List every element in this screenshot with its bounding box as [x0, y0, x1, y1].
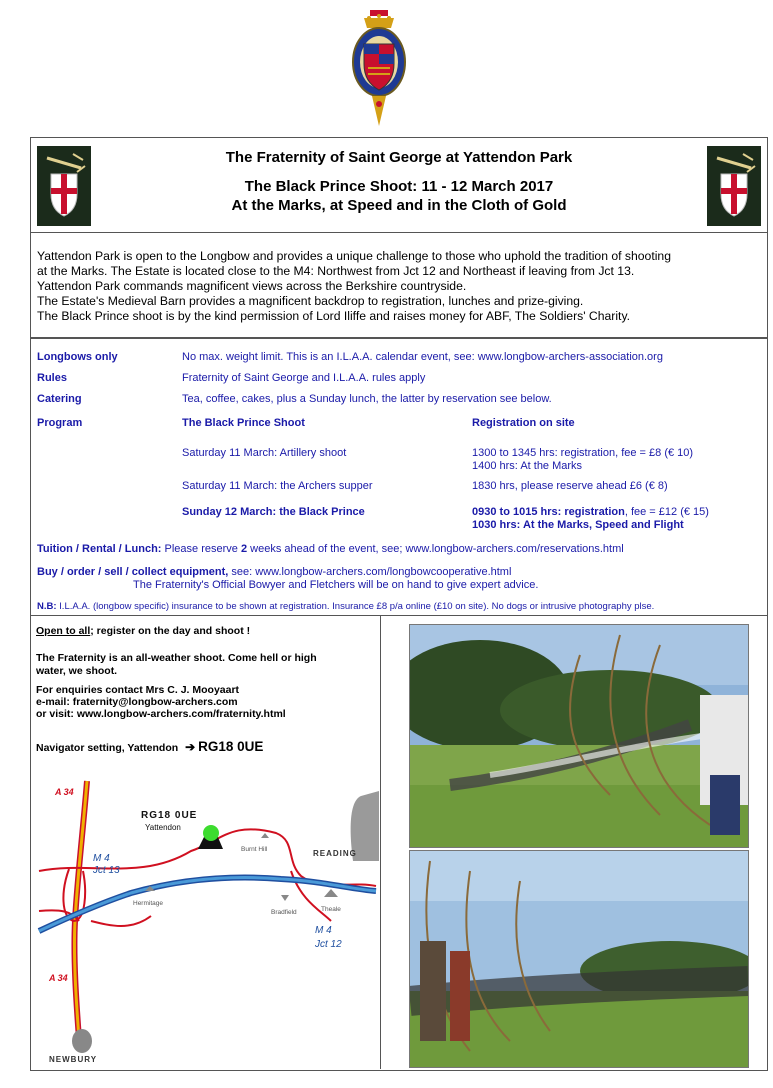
weather-line-2: water, we shoot.	[36, 665, 118, 677]
map-label-hermitage: Hermitage	[133, 900, 163, 907]
archers-photo-2-image	[410, 851, 748, 1067]
intro-line: Yattendon Park is open to the Longbow and provides a unique challenge to those who uphold the tradition of shooting	[37, 249, 671, 263]
shoot-title: The Black Prince Shoot: 11 - 12 March 2017	[244, 178, 554, 195]
event-sunday-black-prince: Sunday 12 March: the Black Prince	[182, 506, 365, 518]
bowyer-line: The Fraternity's Official Bowyer and Fletchers will be on hand to give expert advice.	[133, 579, 539, 591]
event-saturday-supper-time: 1830 hrs, please reserve ahead £6 (€ 8)	[472, 480, 668, 492]
org-title: The Fraternity of Saint George at Yattendon Park	[225, 149, 573, 166]
intro-line: at the Marks. The Estate is located close to the M4: Northwest from Jct 12 and Northeast if leaving from Jct 13.	[37, 264, 635, 278]
event-info-section	[30, 338, 768, 616]
event-saturday-artillery-time: 1300 to 1345 hrs: registration, fee = £8 (€ 10)	[472, 447, 694, 459]
map-label-bradfield: Bradfield	[271, 909, 297, 916]
event-saturday-artillery: Saturday 11 March: Artillery shoot	[182, 447, 347, 459]
event-saturday-supper: Saturday 11 March: the Archers supper	[182, 480, 373, 492]
navigator-label: Navigator setting, Yattendon	[36, 742, 179, 754]
event-sunday-registration	[472, 506, 709, 518]
rules-label: Rules	[37, 372, 67, 384]
longbows-text: No max. weight limit. This is an I.L.A.A. calendar event, see: www.longbow-archers-association.org	[182, 351, 663, 363]
map-label-postcode: RG18 0UE	[141, 810, 198, 821]
navigator-postcode: RG18 0UE	[198, 739, 264, 754]
event-sunday-registration-bold: 0930 to 1015 hrs: registration	[472, 506, 625, 518]
tuition-text-c: weeks ahead of the event, see; www.longbow-archers.com/reservations.html	[250, 543, 624, 555]
heraldic-crest-icon	[350, 8, 408, 130]
intro-paragraph	[30, 232, 768, 338]
buy-label: Buy / order / sell / collect equipment,	[37, 566, 229, 578]
nb-label: N.B:	[37, 601, 57, 612]
rules-text: Fraternity of Saint George and I.L.A.A. rules apply	[182, 372, 426, 384]
map-label-a34-bottom: A 34	[49, 973, 68, 983]
enquiries-email: e-mail: fraternity@longbow-archers.com	[36, 696, 238, 708]
header-box	[30, 137, 768, 233]
map-label-m4-jct13-a: M 4	[93, 853, 110, 864]
enquiries-contact: For enquiries contact Mrs C. J. Mooyaart	[36, 684, 240, 696]
register-text: ; register on the day and shoot !	[90, 625, 251, 637]
arrow-right-icon: ➔	[185, 740, 196, 754]
enquiries-website: or visit: www.longbow-archers.com/fraternity.html	[36, 708, 286, 720]
location-map	[31, 771, 379, 1068]
contact-pane	[31, 616, 381, 1069]
map-label-a34-top: A 34	[55, 787, 74, 797]
program-label: Program	[37, 417, 83, 429]
map-label-theale: Theale	[321, 906, 341, 913]
tuition-weeks: 2	[240, 543, 248, 555]
open-to-all: Open to all	[36, 625, 91, 637]
event-sunday-fee: , fee = £12 (€ 15)	[624, 506, 709, 518]
archers-photo-1-image	[410, 625, 748, 847]
weather-line-1: The Fraternity is an all-weather shoot. Come hell or high	[36, 652, 317, 664]
map-label-m4-jct13-b: Jct 13	[93, 865, 120, 876]
open-to-all-line	[36, 625, 250, 638]
map-label-reading: READING	[313, 849, 357, 858]
registration-heading: Registration on site	[472, 417, 575, 429]
map-label-newbury: NEWBURY	[49, 1055, 98, 1064]
buy-text: see: www.longbow-archers.com/longbowcooperative.html	[231, 566, 512, 578]
map-label-burnt-hill: Burnt Hill	[241, 846, 268, 853]
program-heading: The Black Prince Shoot	[182, 417, 305, 429]
tuition-text-a: Please reserve	[164, 543, 238, 555]
buy-line	[37, 566, 511, 578]
intro-line: The Black Prince shoot is by the kind permission of Lord Iliffe and raises money for ABF, The Soldiers' Charity.	[37, 309, 631, 323]
map-label-m4-jct12-a: M 4	[315, 925, 332, 936]
archers-photo-1	[409, 624, 749, 848]
map-label-yattendon: Yattendon	[145, 823, 181, 832]
lower-section	[30, 616, 768, 1071]
tuition-label: Tuition / Rental / Lunch:	[37, 543, 162, 555]
nb-line	[37, 601, 654, 612]
map-label-m4-jct12-b: Jct 12	[315, 939, 342, 950]
event-saturday-artillery-marks: 1400 hrs: At the Marks	[472, 460, 583, 472]
nb-text: I.L.A.A. (longbow specific) insurance to be shown at registration. Insurance £8 p/a online (£10 on site). No dogs or intrusive photography plse.	[59, 601, 655, 612]
intro-line: Yattendon Park commands magnificent views across the Berkshire countryside.	[37, 279, 467, 293]
navigator-line	[36, 740, 263, 755]
longbows-label: Longbows only	[37, 351, 118, 363]
intro-line: The Estate's Medieval Barn provides a magnificent backdrop to registration, lunches and prize-giving.	[37, 294, 584, 308]
shoot-subtitle: At the Marks, at Speed and in the Cloth of Gold	[231, 197, 567, 214]
tuition-line	[37, 543, 624, 555]
catering-label: Catering	[37, 393, 82, 405]
event-sunday-marks: 1030 hrs: At the Marks, Speed and Flight	[472, 519, 684, 531]
catering-text: Tea, coffee, cakes, plus a Sunday lunch, the latter by reservation see below.	[182, 393, 552, 405]
archers-photo-2	[409, 850, 749, 1068]
